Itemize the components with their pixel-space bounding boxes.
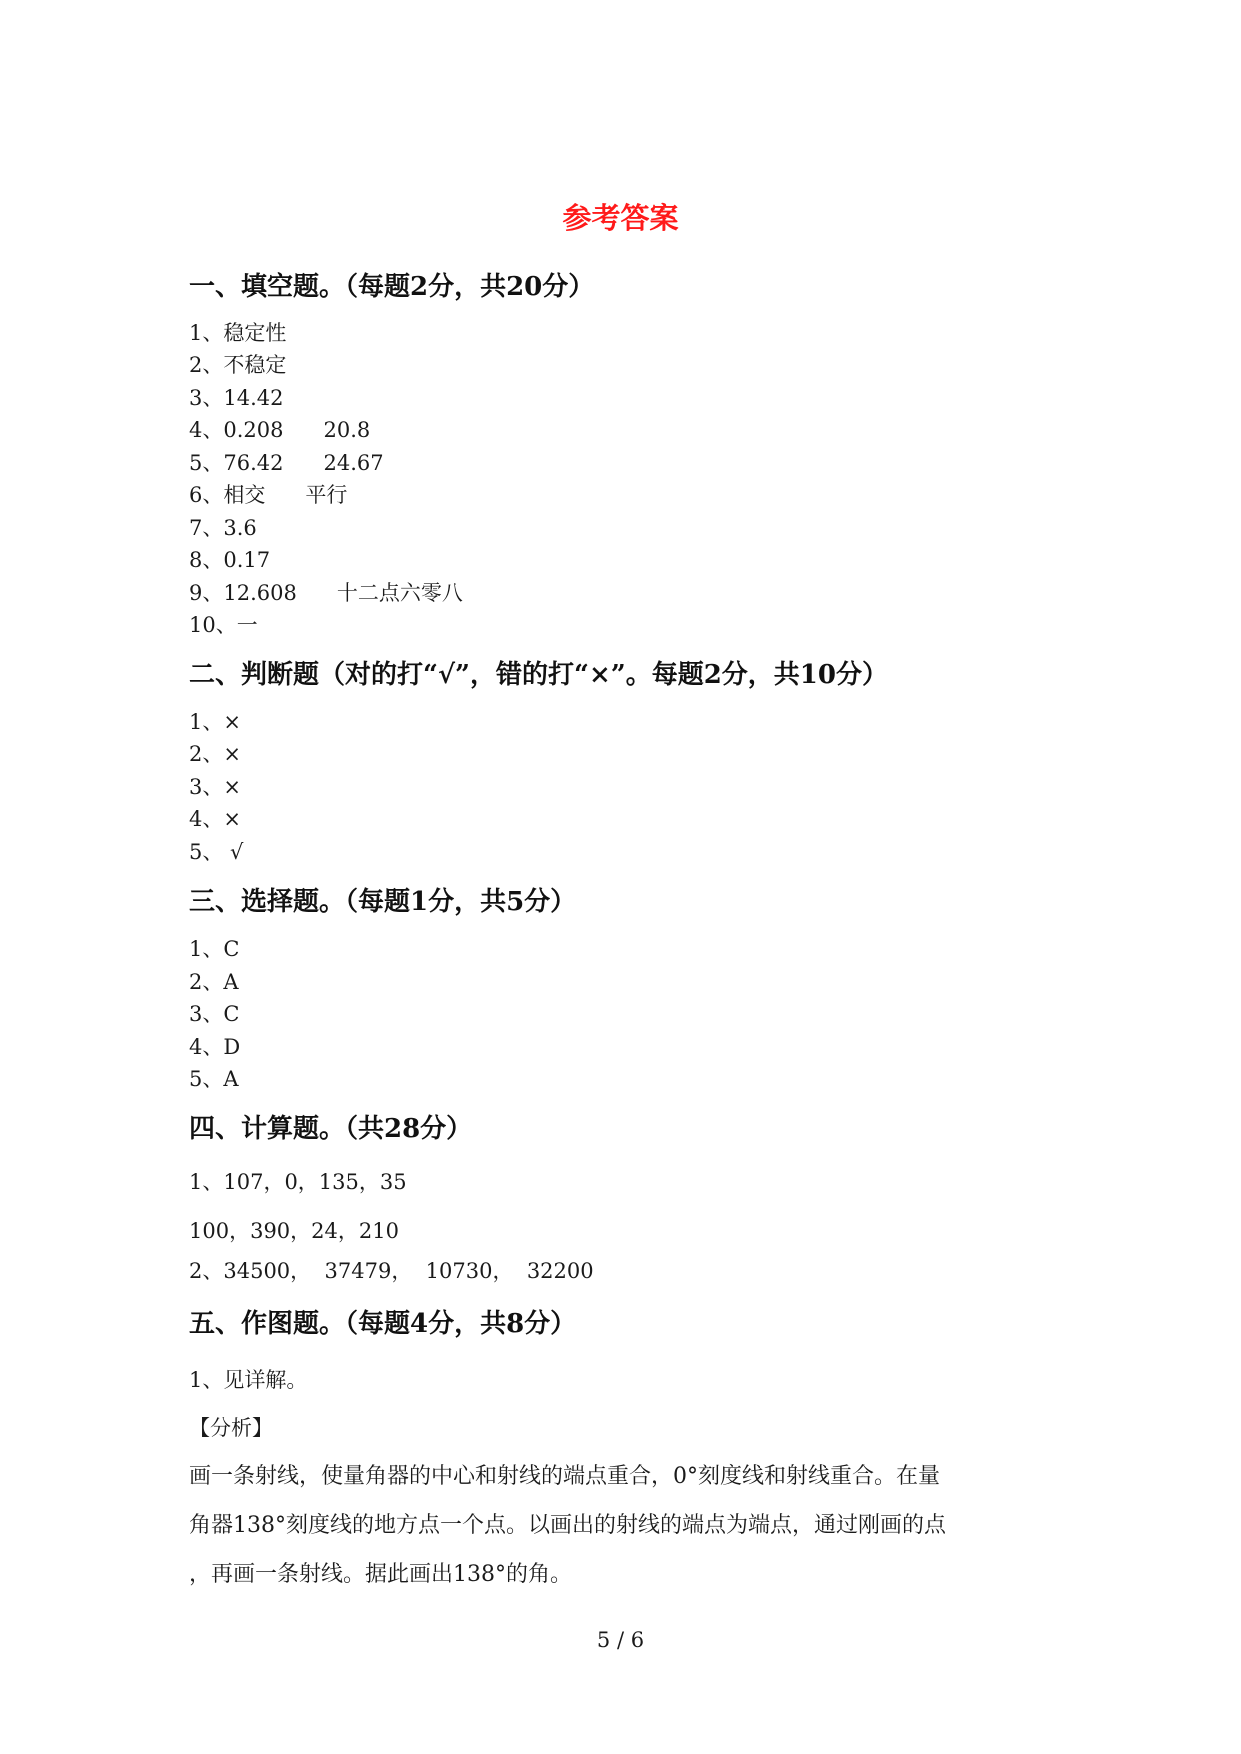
analysis-label: 【分析】	[189, 1416, 273, 1440]
analysis-line: 画一条射线，使量角器的中心和射线的端点重合，0°刻度线和射线重合。在量	[189, 1464, 940, 1489]
answer-line: 6、相交 平行	[189, 483, 348, 507]
analysis-line: ，再画一条射线。据此画出138°的角。	[189, 1562, 572, 1587]
answer-line: 4、×	[189, 807, 241, 831]
answer-line: 1、C	[189, 937, 240, 961]
page-number: 5 / 6	[596, 1628, 645, 1652]
answer-line: 3、×	[189, 775, 241, 799]
answer-line: 2、A	[189, 970, 239, 994]
answer-line: 100，390，24，210	[189, 1219, 399, 1243]
answer-line: 3、14.42	[189, 386, 284, 410]
section-heading-true-false: 二、判断题（对的打“√”，错的打“×”。每题2分，共10分）	[189, 660, 888, 690]
analysis-paragraph	[189, 1452, 1069, 1599]
answer-line: 10、一	[189, 613, 258, 637]
answer-line: 5、A	[189, 1067, 239, 1091]
answer-line: 2、不稳定	[189, 353, 287, 377]
answer-line: 8、0.17	[189, 548, 271, 572]
answer-line: 9、12.608 十二点六零八	[189, 581, 463, 605]
answer-line: 4、0.208 20.8	[189, 418, 371, 442]
answer-line: 5、76.42 24.67	[189, 451, 384, 475]
answer-line: 3、C	[189, 1002, 240, 1026]
answer-line: 7、3.6	[189, 516, 257, 540]
page-title: 参考答案	[562, 201, 679, 235]
answer-line: 1、107，0，135，35	[189, 1170, 407, 1194]
answer-line: 5、 √	[189, 840, 244, 864]
analysis-line: 角器138°刻度线的地方点一个点。以画出的射线的端点为端点，通过刚画的点	[189, 1513, 946, 1538]
section-heading-fill-blank: 一、填空题。（每题2分，共20分）	[189, 272, 595, 302]
answer-line: 1、×	[189, 710, 241, 734]
answer-line: 1、见详解。	[189, 1368, 308, 1392]
answer-line: 2、×	[189, 742, 241, 766]
section-heading-drawing: 五、作图题。（每题4分，共8分）	[189, 1309, 577, 1339]
section-heading-multiple-choice: 三、选择题。（每题1分，共5分）	[189, 887, 577, 917]
answer-line: 4、D	[189, 1035, 241, 1059]
section-heading-calculation: 四、计算题。（共28分）	[189, 1114, 473, 1144]
answer-line: 2、34500， 37479， 10730， 32200	[189, 1259, 594, 1283]
answer-line: 1、稳定性	[189, 321, 287, 345]
